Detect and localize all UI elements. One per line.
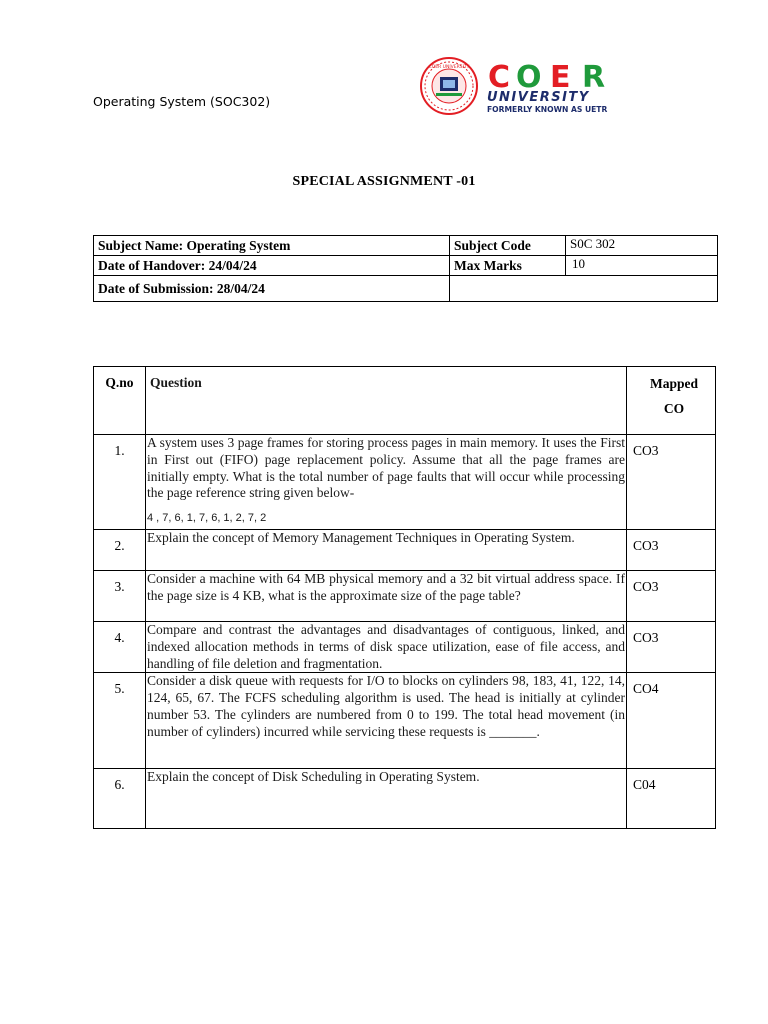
table-row	[94, 571, 716, 622]
table-row	[94, 673, 716, 769]
table-row	[94, 769, 716, 829]
subject-code-value: S0C 302	[566, 236, 718, 256]
header-qno: Q.no	[94, 367, 146, 435]
mapped-co: CO4	[627, 673, 716, 769]
question-text: Consider a machine with 64 MB physical memory and a 32 bit virtual address space. If the page size is 4 KB, what is the approximate size of the page table?	[146, 571, 627, 622]
question-text: Explain the concept of Memory Management Techniques in Operating System.	[146, 530, 627, 571]
subject-code-label: Subject Code	[450, 236, 566, 256]
table-row	[94, 530, 716, 571]
brand-o: O	[516, 60, 542, 95]
header-co-line1: Mapped	[649, 376, 698, 391]
subject-info-table	[93, 235, 718, 302]
brand-tagline: FORMERLY KNOWN AS UETR	[487, 105, 608, 114]
university-logo	[416, 57, 621, 115]
empty-cell	[450, 276, 718, 302]
header-question: Question	[146, 367, 627, 435]
question-number: 6.	[94, 769, 146, 829]
brand-e: E	[550, 60, 571, 95]
question-body: A system uses 3 page frames for storing process pages in main memory. It uses the First in First out (FIFO) page replacement policy. Assume that all the page frames are initially empty. What is the total number of page faults that will occur while processing the page reference string given below-	[147, 435, 625, 501]
mapped-co: CO3	[627, 530, 716, 571]
brand-university: UNIVERSITY	[487, 90, 590, 105]
course-name: Operating System (SOC302)	[93, 94, 271, 109]
handover-date: Date of Handover: 24/04/24	[94, 256, 450, 276]
seal-emblem	[421, 58, 477, 114]
assignment-title: SPECIAL ASSIGNMENT -01	[292, 174, 476, 189]
mapped-co: CO3	[627, 571, 716, 622]
submission-date: Date of Submission: 28/04/24	[94, 276, 450, 302]
question-number: 1.	[94, 435, 146, 530]
question-text: Consider a disk queue with requests for I/O to blocks on cylinders 98, 183, 41, 122, 14, 124, 65, 67. The FCFS scheduling algorithm is used. The head is initially at cylinder number 53. The cylinders are numbered from 0 to 199. The total head movement (in number of cylinders) incurred while servicing these requests is _______.	[146, 673, 627, 769]
seal-text: COER UNIVERSITY	[428, 65, 470, 70]
max-marks-label: Max Marks	[450, 256, 566, 276]
header-mapped-co	[627, 367, 716, 435]
brand-c: C	[488, 60, 511, 95]
question-number: 3.	[94, 571, 146, 622]
table-header-row	[94, 367, 716, 435]
mapped-co: CO3	[627, 622, 716, 673]
max-marks-value	[566, 256, 718, 276]
mapped-co: CO3	[627, 435, 716, 530]
question-number: 4.	[94, 622, 146, 673]
max-marks-number: 10	[572, 256, 585, 271]
reference-string: 4 , 7, 6, 1, 7, 6, 1, 2, 7, 2	[147, 512, 267, 525]
question-text	[146, 435, 627, 530]
brand-r: R	[582, 60, 606, 95]
question-text: Explain the concept of Disk Scheduling in Operating System.	[146, 769, 627, 829]
table-row	[94, 622, 716, 673]
table-row	[94, 435, 716, 530]
question-number: 2.	[94, 530, 146, 571]
question-number: 5.	[94, 673, 146, 769]
questions-table	[93, 366, 716, 829]
mapped-co: C04	[627, 769, 716, 829]
subject-name: Subject Name: Operating System	[94, 236, 450, 256]
header-co-line2: CO	[663, 401, 685, 416]
question-text: Compare and contrast the advantages and disadvantages of contiguous, linked, and indexed allocation methods in terms of disk space utilization, ease of file access, and handling of file deletion and fragmentation.	[146, 622, 627, 673]
